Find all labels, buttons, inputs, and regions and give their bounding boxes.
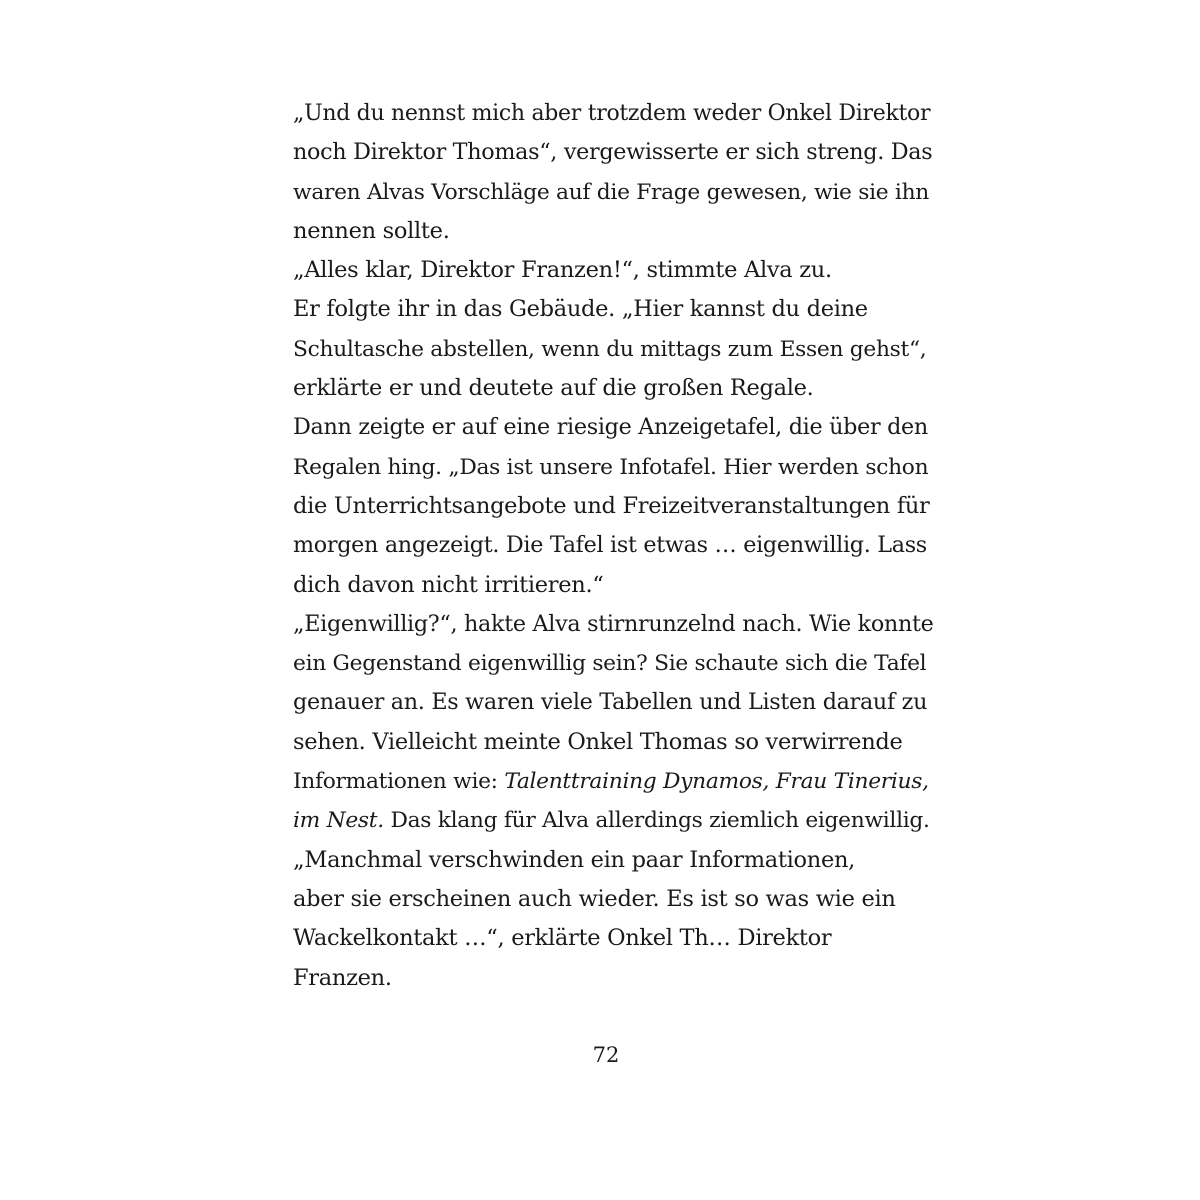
text-line: „Alles klar, Direktor Franzen!“, stimmte Alva zu. bbox=[293, 257, 832, 284]
text-line: sehen. Vielleicht meinte Onkel Thomas so verwirrende bbox=[293, 728, 903, 755]
italic-text: Talenttraining Dynamos, Frau Tinerius, bbox=[504, 769, 929, 795]
text-line: ein Gegenstand eigenwillig sein? Sie schaute sich die Tafel bbox=[293, 651, 927, 677]
text-line: „Manchmal verschwinden ein paar Informationen, bbox=[293, 846, 856, 873]
text-line: morgen angezeigt. Die Tafel ist etwas … eigenwillig. Lass bbox=[293, 532, 927, 559]
text-line: „Und du nennst mich aber trotzdem weder Onkel Direktor bbox=[293, 101, 931, 126]
text-line: waren Alvas Vorschläge auf die Frage gewesen, wie sie ihn bbox=[293, 179, 930, 205]
text-line-mixed bbox=[293, 762, 933, 801]
text-line-mixed bbox=[293, 801, 933, 840]
text-line: Er folgte ihr in das Gebäude. „Hier kannst du deine bbox=[293, 296, 868, 323]
body-text bbox=[293, 94, 933, 998]
text-line: dich davon nicht irritieren.“ bbox=[293, 571, 604, 598]
text-fragment: Das klang für Alva allerdings ziemlich eigenwillig. bbox=[383, 808, 930, 834]
text-line: Dann zeigte er auf eine riesige Anzeigetafel, die über den bbox=[293, 414, 928, 441]
text-line: Wackelkontakt …“, erklärte Onkel Th… Direktor bbox=[293, 925, 832, 952]
text-line: erklärte er und deutete auf die großen Regale. bbox=[293, 375, 814, 402]
text-line: die Unterrichtsangebote und Freizeitveranstaltungen für bbox=[293, 492, 930, 519]
text-line: Schultasche abstellen, wenn du mittags zum Essen gehst“, bbox=[293, 336, 927, 362]
text-line: genauer an. Es waren viele Tabellen und Listen darauf zu bbox=[293, 689, 928, 716]
text-line: aber sie erscheinen auch wieder. Es ist so was wie ein bbox=[293, 885, 896, 912]
text-line: Franzen. bbox=[293, 964, 392, 991]
text-line: noch Direktor Thomas“, vergewisserte er sich streng. Das bbox=[293, 139, 933, 166]
text-fragment: Informationen wie: bbox=[293, 769, 505, 795]
text-line: Regalen hing. „Das ist unsere Infotafel. Hier werden schon bbox=[293, 454, 929, 480]
text-line: nennen sollte. bbox=[293, 217, 450, 244]
italic-text: im Nest. bbox=[293, 808, 384, 834]
page-number: 72 bbox=[592, 1043, 620, 1067]
text-line: „Eigenwillig?“, hakte Alva stirnrunzelnd nach. Wie konnte bbox=[293, 610, 934, 637]
